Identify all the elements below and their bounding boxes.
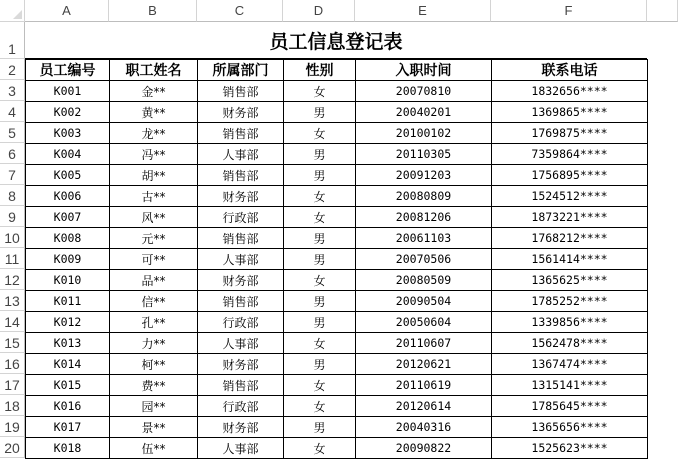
row-header-8[interactable]: 8 [0,185,25,206]
table-row [26,312,648,333]
table-cell[interactable]: 女 [284,438,356,459]
table-cell[interactable]: K004 [26,144,110,165]
table-cell[interactable]: 财务部 [198,186,284,207]
table-cell[interactable]: K005 [26,165,110,186]
table-row [26,375,648,396]
table-row [26,207,648,228]
table-header-row [26,60,648,81]
table-cell[interactable]: 1756895**** [492,165,648,186]
table-cell[interactable]: 20050604 [356,312,492,333]
table-cell[interactable]: 古** [110,186,198,207]
table-cell[interactable]: 7359864**** [492,144,648,165]
table-cell[interactable]: 品** [110,270,198,291]
table-cell[interactable]: K009 [26,249,110,270]
table-cell[interactable]: 金** [110,81,198,102]
table-cell[interactable]: 黄** [110,102,198,123]
table-cell[interactable]: 景** [110,417,198,438]
column-header-f[interactable]: F [491,0,647,22]
header-cell[interactable]: 入职时间 [356,60,492,81]
column-header-b[interactable]: B [109,0,197,22]
row-header-2[interactable]: 2 [0,59,25,80]
row-header-5[interactable]: 5 [0,122,25,143]
table-row [26,81,648,102]
table-cell[interactable]: 女 [284,270,356,291]
table-cell[interactable]: 财务部 [198,354,284,375]
table-cell[interactable]: 女 [284,186,356,207]
table-cell[interactable]: 1339856**** [492,312,648,333]
row-header-7[interactable]: 7 [0,164,25,185]
table-cell[interactable]: K016 [26,396,110,417]
table-cell[interactable]: 20040201 [356,102,492,123]
table-cell[interactable]: 20080509 [356,270,492,291]
table-cell[interactable]: 1769875**** [492,123,648,144]
row-header-12[interactable]: 12 [0,269,25,290]
table-cell[interactable]: 男 [284,144,356,165]
table-cell[interactable]: 20090504 [356,291,492,312]
table-cell[interactable]: 胡** [110,165,198,186]
table-cell[interactable]: 男 [284,249,356,270]
table-row [26,417,648,438]
table-cell[interactable]: 男 [284,291,356,312]
table-cell[interactable]: 1768212**** [492,228,648,249]
table-cell[interactable]: 行政部 [198,207,284,228]
table-cell[interactable]: K010 [26,270,110,291]
table-cell[interactable]: 女 [284,333,356,354]
table-row [26,186,648,207]
table-cell[interactable]: 可** [110,249,198,270]
table-cell[interactable]: 1365656**** [492,417,648,438]
row-header-4[interactable]: 4 [0,101,25,122]
table-cell[interactable]: 销售部 [198,291,284,312]
table-cell[interactable]: 销售部 [198,165,284,186]
table-cell[interactable]: 财务部 [198,102,284,123]
table-cell[interactable]: 20100102 [356,123,492,144]
table-cell[interactable]: 元** [110,228,198,249]
table-cell[interactable]: 20120621 [356,354,492,375]
table-cell[interactable]: 1524512**** [492,186,648,207]
table-cell[interactable]: 20061103 [356,228,492,249]
table-cell[interactable]: K007 [26,207,110,228]
row-header-10[interactable]: 10 [0,227,25,248]
table-cell[interactable]: 20090822 [356,438,492,459]
row-header-13[interactable]: 13 [0,290,25,311]
row-header-1[interactable]: 1 [0,22,25,59]
table-cell[interactable]: K002 [26,102,110,123]
row-header-20[interactable]: 20 [0,437,25,458]
table-cell[interactable]: 人事部 [198,144,284,165]
table-cell[interactable]: 财务部 [198,270,284,291]
header-cell[interactable]: 员工编号 [26,60,110,81]
row-header-3[interactable]: 3 [0,80,25,101]
table-cell[interactable]: 男 [284,354,356,375]
table-cell[interactable]: K006 [26,186,110,207]
table-row [26,165,648,186]
table-cell[interactable]: 1369865**** [492,102,648,123]
row-headers [0,22,25,458]
table-cell[interactable]: K015 [26,375,110,396]
table-cell[interactable]: 20081206 [356,207,492,228]
row-header-15[interactable]: 15 [0,332,25,353]
table-row [26,144,648,165]
sheet-title: 员工信息登记表 [269,30,403,53]
column-header-e[interactable]: E [355,0,491,22]
table-cell[interactable]: 人事部 [198,333,284,354]
header-cell[interactable]: 联系电话 [492,60,648,81]
table-row [26,333,648,354]
header-cell[interactable]: 职工姓名 [110,60,198,81]
table-cell[interactable]: 男 [284,165,356,186]
table-cell[interactable]: K011 [26,291,110,312]
table-cell[interactable]: 女 [284,207,356,228]
table-cell[interactable]: K013 [26,333,110,354]
table-cell[interactable]: K003 [26,123,110,144]
table-cell[interactable]: K001 [26,81,110,102]
sheet-title-cell[interactable] [25,22,647,59]
row-header-18[interactable]: 18 [0,395,25,416]
header-cell[interactable]: 性别 [284,60,356,81]
table-cell[interactable]: 女 [284,81,356,102]
table-cell[interactable]: 人事部 [198,249,284,270]
table-row [26,291,648,312]
select-all-corner[interactable] [0,0,25,22]
row-header-19[interactable]: 19 [0,416,25,437]
table-cell[interactable]: 1365625**** [492,270,648,291]
row-header-14[interactable]: 14 [0,311,25,332]
table-cell[interactable]: 柯** [110,354,198,375]
table-cell[interactable]: 园** [110,396,198,417]
table-cell[interactable]: 龙** [110,123,198,144]
table-cell[interactable]: 伍** [110,438,198,459]
table-cell[interactable]: 1315141**** [492,375,648,396]
table-cell[interactable]: 男 [284,417,356,438]
table-cell[interactable]: 行政部 [198,396,284,417]
column-headers [25,0,678,22]
table-cell[interactable]: K014 [26,354,110,375]
table-cell[interactable]: 1832656**** [492,81,648,102]
table-cell[interactable]: 人事部 [198,438,284,459]
header-cell[interactable]: 所属部门 [198,60,284,81]
table-cell[interactable]: 20070810 [356,81,492,102]
table-cell[interactable]: 1525623**** [492,438,648,459]
table-row [26,396,648,417]
table-cell[interactable]: K012 [26,312,110,333]
table-cell[interactable]: 1562478**** [492,333,648,354]
table-cell[interactable]: 孔** [110,312,198,333]
table-cell[interactable]: 女 [284,123,356,144]
employee-table [25,59,648,459]
table-cell[interactable]: K017 [26,417,110,438]
table-cell[interactable]: 1367474**** [492,354,648,375]
row-header-11[interactable]: 11 [0,248,25,269]
table-cell[interactable]: K008 [26,228,110,249]
table-cell[interactable]: 1873221**** [492,207,648,228]
column-header-a[interactable]: A [25,0,109,22]
table-cell[interactable]: 20110305 [356,144,492,165]
table-cell[interactable]: 20080809 [356,186,492,207]
cell-grid [25,22,648,459]
table-cell[interactable]: 男 [284,312,356,333]
table-cell[interactable]: 1561414**** [492,249,648,270]
row-header-6[interactable]: 6 [0,143,25,164]
column-header-c[interactable]: C [197,0,283,22]
table-cell[interactable]: 费** [110,375,198,396]
column-header-d[interactable]: D [283,0,355,22]
table-cell[interactable]: 1785252**** [492,291,648,312]
table-cell[interactable]: 女 [284,375,356,396]
table-cell[interactable]: 力** [110,333,198,354]
row-header-9[interactable]: 9 [0,206,25,227]
table-cell[interactable]: K018 [26,438,110,459]
table-cell[interactable]: 20070506 [356,249,492,270]
table-row [26,354,648,375]
select-all-triangle-icon [13,10,22,19]
table-cell[interactable]: 男 [284,102,356,123]
table-cell[interactable]: 20120614 [356,396,492,417]
table-cell[interactable]: 20110619 [356,375,492,396]
table-row [26,438,648,459]
table-row [26,123,648,144]
table-row [26,270,648,291]
table-cell[interactable]: 20040316 [356,417,492,438]
table-cell[interactable]: 销售部 [198,81,284,102]
row-header-17[interactable]: 17 [0,374,25,395]
table-cell[interactable]: 女 [284,396,356,417]
column-header-g[interactable] [647,0,678,22]
table-cell[interactable]: 20110607 [356,333,492,354]
table-cell[interactable]: 冯** [110,144,198,165]
table-row [26,228,648,249]
table-cell[interactable]: 销售部 [198,228,284,249]
table-cell[interactable]: 1785645**** [492,396,648,417]
table-cell[interactable]: 男 [284,228,356,249]
table-cell[interactable]: 风** [110,207,198,228]
table-row [26,249,648,270]
table-cell[interactable]: 信** [110,291,198,312]
table-cell[interactable]: 20091203 [356,165,492,186]
table-cell[interactable]: 财务部 [198,417,284,438]
table-cell[interactable]: 行政部 [198,312,284,333]
table-row [26,102,648,123]
table-cell[interactable]: 销售部 [198,123,284,144]
row-header-16[interactable]: 16 [0,353,25,374]
table-cell[interactable]: 销售部 [198,375,284,396]
